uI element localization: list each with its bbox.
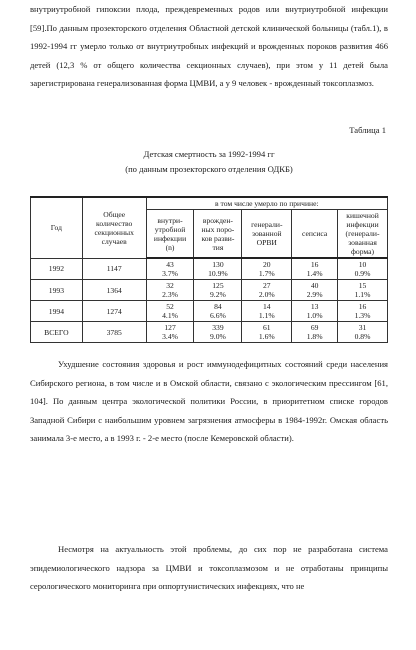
cell-count: 339 — [212, 323, 224, 332]
row-year: 1994 — [31, 301, 83, 322]
cell-count: 52 — [166, 302, 174, 311]
cell — [292, 301, 338, 322]
cell-count: 130 — [212, 260, 224, 269]
cell — [146, 258, 194, 280]
cell — [194, 258, 242, 280]
cell-percent: 1.3% — [354, 311, 371, 320]
table-row-total — [31, 322, 388, 343]
cell-count: 43 — [166, 260, 174, 269]
cell-percent: 4.1% — [162, 311, 178, 320]
header-total: Общее количество секционных случаев — [82, 197, 146, 258]
table-caption-line-1: Детская смертность за 1992-1994 гг — [143, 149, 275, 159]
table-caption — [30, 147, 388, 177]
header-intrauterine: внутри-утробной инфекции (n) — [146, 210, 194, 259]
cell-count: 16 — [310, 260, 319, 269]
row-total: 3785 — [82, 322, 146, 343]
header-sepsis: сепсиса — [292, 210, 338, 259]
table-row — [31, 301, 388, 322]
cell-count: 127 — [164, 323, 176, 332]
cell-count: 40 — [310, 281, 319, 290]
header-group: в том числе умерло по причине: — [146, 197, 387, 210]
cell-percent: 1.1% — [354, 290, 371, 299]
cell-percent: 9.0% — [210, 332, 226, 341]
table-caption-line-2: (по данным прозекторского отделения ОДКБ) — [125, 164, 293, 174]
cell-percent: 2.0% — [258, 290, 275, 299]
cell-count: 27 — [262, 281, 271, 290]
cell-percent: 1.4% — [306, 269, 323, 278]
cell — [194, 301, 242, 322]
cell-percent: 3.7% — [162, 269, 178, 278]
cell — [338, 301, 388, 322]
cell-count: 16 — [358, 302, 367, 311]
cell-percent: 1.0% — [306, 311, 323, 320]
cell-count: 31 — [358, 323, 367, 332]
table-row — [31, 280, 388, 301]
paragraph-intro: внутриутробной гипоксии плода, преждевременных родов или внутриутробной инфекции [59].По данным прозекторского отделения Областной детской клинической больницы (табл.1), в 1992-1994 гг умерло только от внутриутробных инфекций и врожденных пороков развития 466 детей (12,3 % от общего количества секционных случаев), при этом у 11 детей была зарегистрирована генерализованная форма ЦМВИ, а у 9 человек - врожденный токсоплазмоз. — [30, 4, 388, 88]
cell-count: 69 — [310, 323, 319, 332]
cell — [338, 258, 388, 280]
table-label: Таблица 1 — [349, 125, 386, 135]
cell — [194, 322, 242, 343]
cell — [242, 322, 292, 343]
cell-count: 32 — [166, 281, 174, 290]
cell — [338, 322, 388, 343]
cell-percent: 10.9% — [208, 269, 228, 278]
cell-percent: 1.1% — [258, 311, 275, 320]
cell-percent: 0.9% — [354, 269, 371, 278]
cell-percent: 2.9% — [306, 290, 323, 299]
cell-percent: 1.6% — [258, 332, 275, 341]
header-congenital: врожден-ных поро-ков разви-тия — [194, 210, 242, 259]
cell — [242, 258, 292, 280]
header-intestinal: кишечной инфекции (генерали-зованная форма) — [338, 210, 388, 259]
cell-percent: 1.7% — [258, 269, 275, 278]
cell-percent: 0.8% — [354, 332, 371, 341]
cell-count: 20 — [262, 260, 271, 269]
cell-count: 13 — [310, 302, 319, 311]
cell — [146, 280, 194, 301]
cell-count: 125 — [212, 281, 224, 290]
row-total: 1364 — [82, 280, 146, 301]
cell-count: 15 — [358, 281, 367, 290]
cell — [146, 301, 194, 322]
row-year: 1993 — [31, 280, 83, 301]
cell-percent: 6.6% — [210, 311, 226, 320]
cell — [292, 258, 338, 280]
paragraph-surveillance: Несмотря на актуальность этой проблемы, до сих пор не разработана система эпидемиологического надзора за ЦМВИ и токсоплазмозом и не отработаны принципы серологического мониторинга при оппортунистических инфекциях, что не — [30, 544, 388, 591]
mortality-table — [30, 196, 388, 343]
cell-percent: 3.4% — [162, 332, 178, 341]
paragraph-ecology: Ухудшение состояния здоровья и рост иммунодефицитных состояний среди населения Сибирского региона, в том числе и в Омской области, связано с экологическим прессингом [61, 104]. По данным центра экологической политики России, в приоритетном списке городов Западной Сибири с наибольшим уровнем загрязнения атмосферы в 1984-1992г. Омская область занимала 3-е место, а в 1993 г. - 2-е место (после Кемеровской области). — [30, 359, 388, 443]
cell-percent: 2.3% — [162, 290, 178, 299]
cell-count: 14 — [262, 302, 271, 311]
cell-count: 10 — [358, 260, 367, 269]
cell-count: 84 — [214, 302, 222, 311]
cell-count: 61 — [262, 323, 271, 332]
header-year: Год — [31, 197, 83, 258]
row-year: 1992 — [31, 258, 83, 280]
row-total: 1274 — [82, 301, 146, 322]
cell — [242, 301, 292, 322]
row-total: 1147 — [82, 258, 146, 280]
cell — [146, 322, 194, 343]
row-year: ВСЕГО — [31, 322, 83, 343]
table-row — [31, 258, 388, 280]
cell — [292, 280, 338, 301]
cell — [338, 280, 388, 301]
cell — [292, 322, 338, 343]
cell-percent: 1.8% — [306, 332, 323, 341]
cell — [194, 280, 242, 301]
cell-percent: 9.2% — [210, 290, 226, 299]
header-arvi: генерали-зованной ОРВИ — [242, 210, 292, 259]
cell — [242, 280, 292, 301]
